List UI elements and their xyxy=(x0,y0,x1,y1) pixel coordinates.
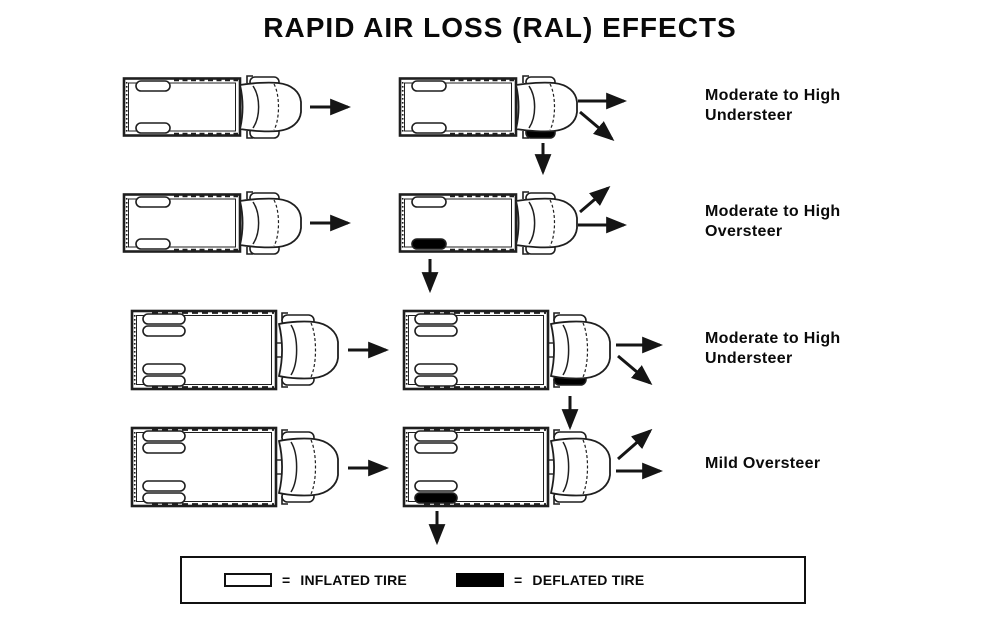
inflated-tire-swatch xyxy=(224,573,272,587)
row2-vehicle-normal xyxy=(124,192,301,254)
row1-effect-veer-right-arrow xyxy=(580,112,612,139)
effect-label-row4-line1: Mild Oversteer xyxy=(705,455,821,472)
inflated-equals-sign: = xyxy=(282,572,291,588)
legend-deflated-item xyxy=(456,558,644,602)
deflated-tire-swatch xyxy=(456,573,504,587)
row4-vehicle-normal xyxy=(132,428,338,506)
diagram-title: RAPID AIR LOSS (RAL) EFFECTS xyxy=(263,12,737,43)
effect-label-row1-line1: Moderate to High xyxy=(705,87,841,104)
deflated-tire-label: DEFLATED TIRE xyxy=(532,572,645,588)
row4-effect-veer-left-arrow xyxy=(618,431,650,459)
row2-vehicle-deflated-rear-tire xyxy=(400,192,577,254)
effect-label-row2-line1: Moderate to High xyxy=(705,203,841,220)
row3-effect-veer-right-arrow xyxy=(618,356,650,383)
legend-inflated-item xyxy=(224,558,407,602)
legend-box xyxy=(180,556,806,604)
row3-vehicle-deflated-front-tire xyxy=(404,311,610,389)
effect-label-row1-line2: Understeer xyxy=(705,107,793,124)
row1-vehicle-normal xyxy=(124,76,301,138)
row3-vehicle-normal xyxy=(132,311,338,389)
row1-vehicle-deflated-front-tire xyxy=(400,76,577,138)
effect-label-row3-line2: Understeer xyxy=(705,350,793,367)
row4-vehicle-deflated-rear-tire xyxy=(404,428,610,506)
effect-label-row1 xyxy=(705,86,840,126)
effect-label-row4 xyxy=(705,454,820,474)
effect-label-row2 xyxy=(705,202,840,242)
effect-label-row2-line2: Oversteer xyxy=(705,223,783,240)
effect-label-row3 xyxy=(705,329,840,369)
deflated-equals-sign: = xyxy=(514,572,523,588)
row2-effect-veer-left-arrow xyxy=(580,188,608,212)
inflated-tire-label: INFLATED TIRE xyxy=(300,572,407,588)
effect-label-row3-line1: Moderate to High xyxy=(705,330,841,347)
